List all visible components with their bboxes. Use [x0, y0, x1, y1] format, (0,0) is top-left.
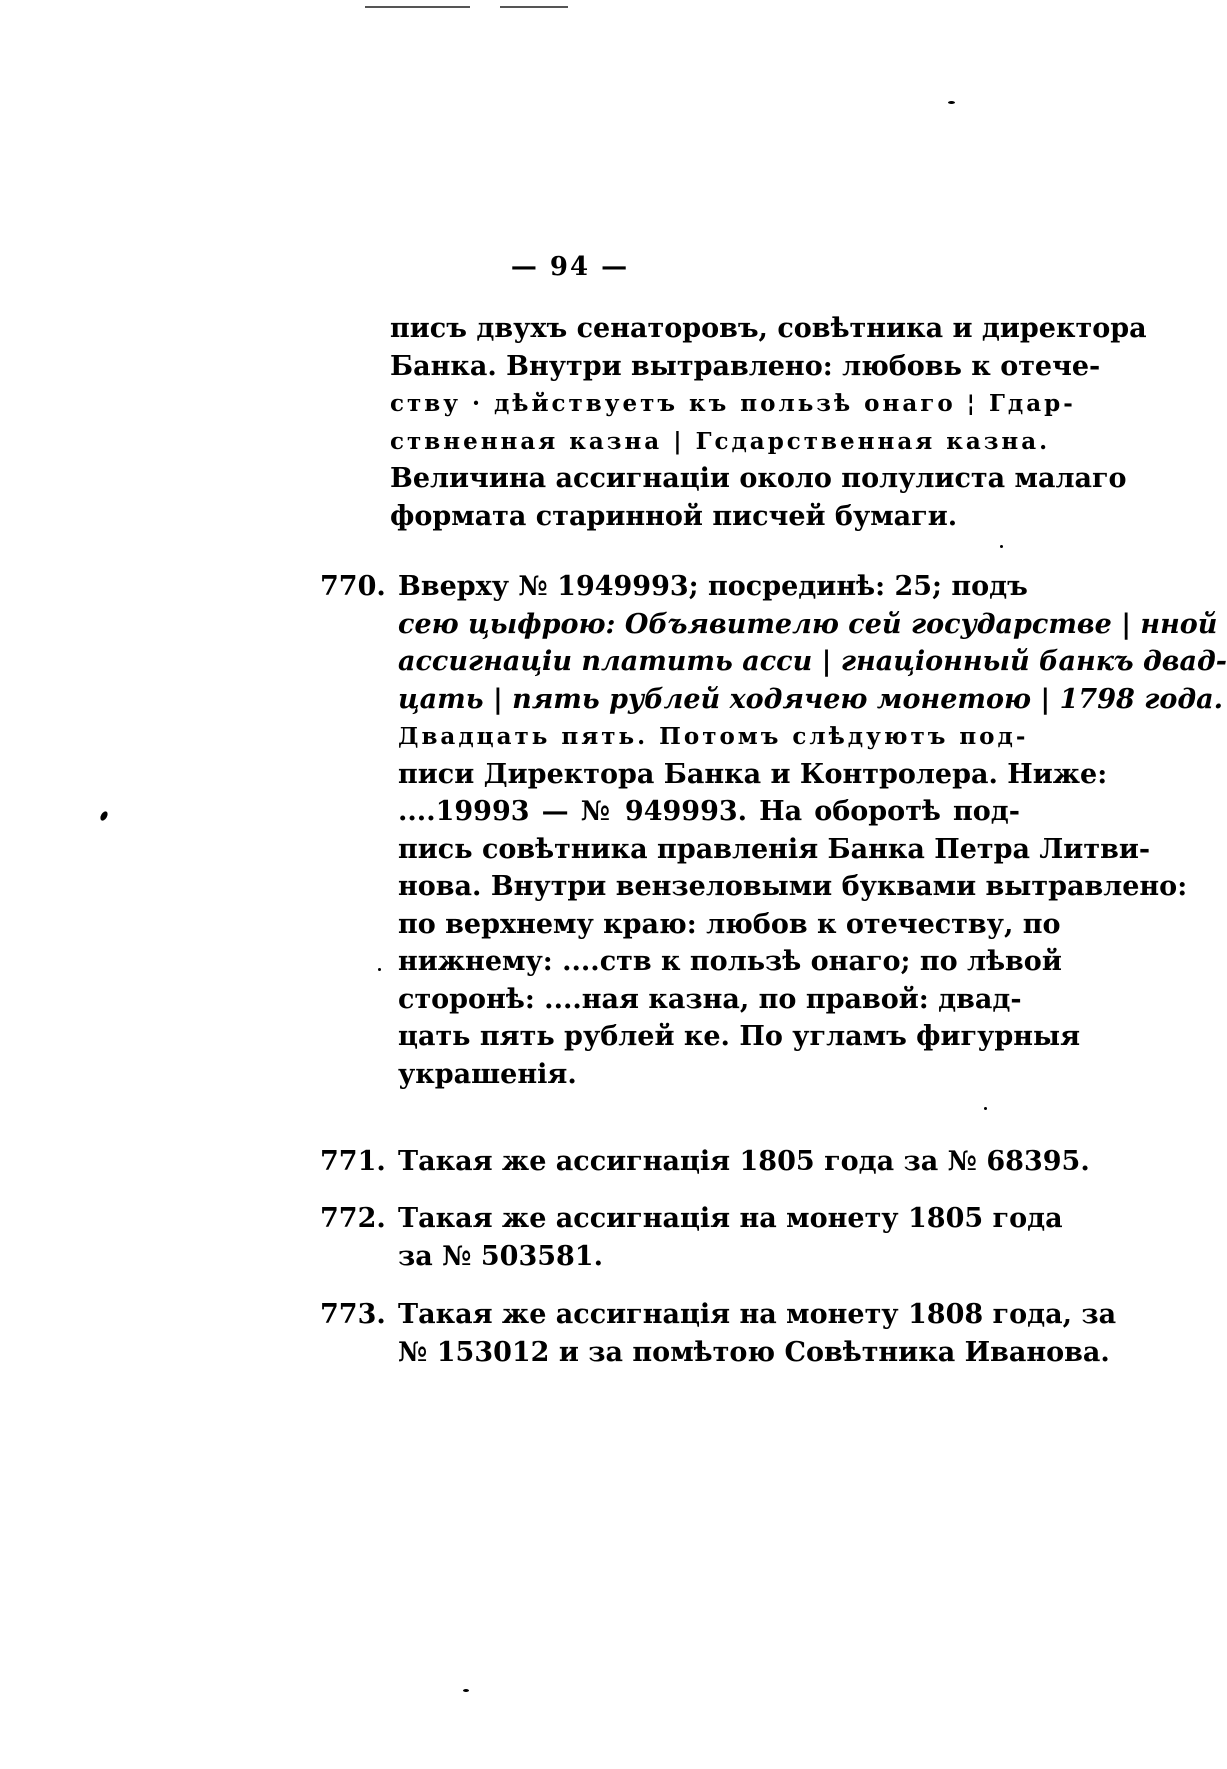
ink-speck — [948, 101, 955, 104]
entry-text — [398, 1143, 1090, 1181]
entry-text — [398, 568, 1227, 1093]
text-line: нова. Внутри вензеловыми буквами вытравлено: — [398, 871, 1188, 902]
top-edge-mark — [365, 6, 470, 8]
text-line: Такая же ассигнація на монету 1805 года — [398, 1203, 1063, 1234]
text-line: по верхнему краю: любов к отечеству, по — [398, 908, 1061, 940]
text-line: сею цыфрою: Объявителю сей государстве | нной — [398, 608, 1218, 640]
text-line: цать пять рублей ке. По угламъ фигурныя — [398, 1021, 1081, 1052]
text-line: Такая же ассигнація на монету 1808 года, за — [398, 1299, 1117, 1330]
text-line: пись совѣтника правленія Банка Петра Литви- — [398, 833, 1151, 865]
entry-number: 772. — [320, 1203, 386, 1234]
text-line: ствненная казна | Гсдарственная казна. — [390, 427, 1051, 455]
entry-number: 771. — [320, 1146, 386, 1177]
text-line: ....19993 — № 949993. На оборотѣ под- — [398, 796, 1020, 827]
text-line: за № 503581. — [398, 1240, 603, 1272]
text-line: сторонѣ: ....ная казна, по правой: двад- — [398, 983, 1022, 1015]
text-line: Вверху № 1949993; посрединѣ: 25; подъ — [398, 571, 1028, 602]
entry-number: 770. — [320, 571, 386, 602]
entry-text — [398, 1200, 1063, 1275]
text-line: ассигнаціи платить асси | гнаціонный банкъ двад- — [398, 646, 1227, 677]
text-line: нижнему: ....ств к пользѣ онаго; по лѣвой — [398, 946, 1062, 977]
text-line: Банка. Внутри вытравлено: любовь к отече- — [390, 350, 1101, 382]
text-line: Такая же ассигнація 1805 года за № 68395. — [398, 1146, 1090, 1177]
text-line: украшенія. — [398, 1058, 577, 1090]
ink-speck — [378, 968, 381, 971]
ink-speck — [463, 1689, 469, 1692]
text-line: цать | пять рублей ходячею монетою | 1798 года. — [398, 683, 1224, 715]
intro-paragraph — [390, 310, 1147, 535]
ink-speck — [1000, 545, 1003, 548]
text-line: формата старинной писчей бумаги. — [390, 500, 958, 532]
ink-speck — [99, 810, 109, 822]
text-line: писъ двухъ сенаторовъ, совѣтника и директора — [390, 313, 1147, 344]
page-number: — 94 — — [510, 252, 630, 282]
text-line: Величина ассигнаціи около полулиста малаго — [390, 463, 1127, 494]
text-line: Двадцать пять. Потомъ слѣдуютъ под- — [398, 723, 1029, 750]
entry-number: 773. — [320, 1299, 386, 1330]
text-line: ству · дѣйствуетъ къ пользѣ онаго ¦ Гдар- — [390, 390, 1076, 417]
top-edge-mark — [500, 6, 568, 8]
text-line: № 153012 и за помѣтою Совѣтника Иванова. — [398, 1336, 1110, 1368]
text-line: писи Директора Банка и Контролера. Ниже: — [398, 758, 1108, 790]
entry-text — [398, 1296, 1117, 1371]
ink-speck — [984, 1107, 987, 1110]
